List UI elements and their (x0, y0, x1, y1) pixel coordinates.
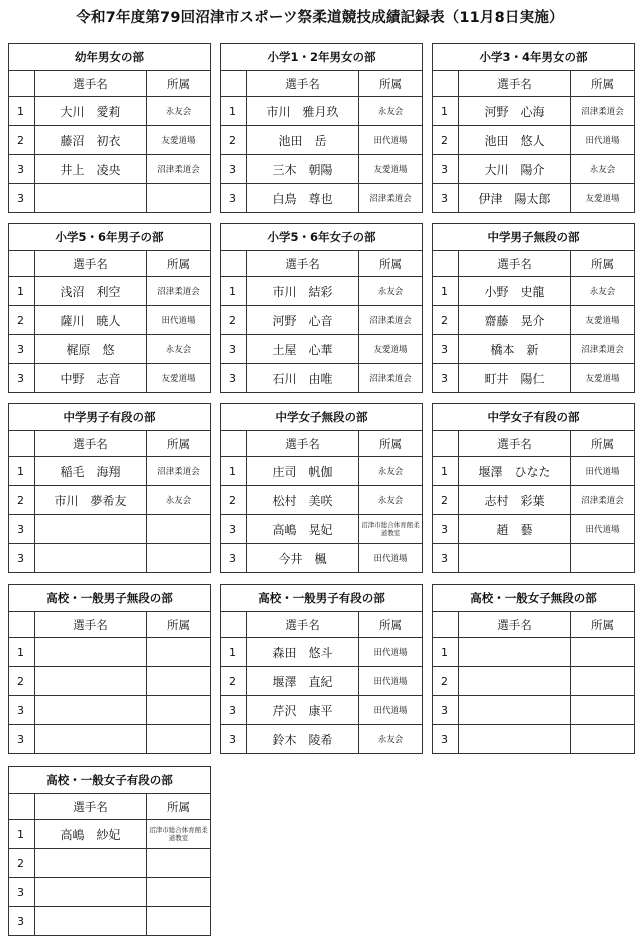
athlete-name: 趙 藝 (459, 515, 571, 544)
table-row (221, 638, 423, 667)
table-row (9, 335, 211, 364)
rank-cell: 2 (9, 126, 35, 155)
table-row (221, 184, 423, 213)
table-row (433, 306, 635, 335)
club-header: 所属 (359, 431, 423, 457)
athlete-name: 橋本 新 (459, 335, 571, 364)
club-header: 所属 (359, 612, 423, 638)
club-name: 沼津柔道会 (571, 486, 635, 515)
club-name: 友愛道場 (147, 126, 211, 155)
division-table (220, 43, 423, 213)
name-header: 選手名 (459, 431, 571, 457)
rank-cell: 3 (433, 725, 459, 754)
athlete-name: 森田 悠斗 (247, 638, 359, 667)
division-table (220, 584, 423, 754)
table-row (9, 849, 211, 878)
club-name: 沼津柔道会 (147, 155, 211, 184)
division-table (8, 584, 211, 754)
table-row (221, 486, 423, 515)
name-header: 選手名 (459, 612, 571, 638)
division-title: 中学男子無段の部 (433, 224, 635, 251)
club-header: 所属 (147, 431, 211, 457)
table-row (433, 515, 635, 544)
club-name: 永友会 (359, 725, 423, 754)
athlete-name (35, 667, 147, 696)
athlete-name: 石川 由唯 (247, 364, 359, 393)
athlete-name: 齋藤 晃介 (459, 306, 571, 335)
rank-cell: 2 (9, 667, 35, 696)
club-name: 友愛道場 (359, 335, 423, 364)
athlete-name: 今井 楓 (247, 544, 359, 573)
rank-cell: 2 (221, 486, 247, 515)
rank-cell: 1 (221, 638, 247, 667)
club-header: 所属 (147, 794, 211, 820)
club-name: 沼津柔道会 (359, 184, 423, 213)
athlete-name (459, 725, 571, 754)
club-name: 永友会 (359, 277, 423, 306)
athlete-name: 池田 悠人 (459, 126, 571, 155)
division-title: 中学男子有段の部 (9, 404, 211, 431)
table-row (221, 667, 423, 696)
athlete-name: 河野 心海 (459, 97, 571, 126)
table-row (221, 126, 423, 155)
club-name (571, 725, 635, 754)
table-row (9, 184, 211, 213)
table-row (221, 277, 423, 306)
club-name (147, 849, 211, 878)
club-name (147, 667, 211, 696)
athlete-name: 梶原 悠 (35, 335, 147, 364)
rank-cell: 3 (9, 515, 35, 544)
table-row (9, 277, 211, 306)
table-row (433, 638, 635, 667)
table-row (433, 486, 635, 515)
rank-cell: 1 (433, 457, 459, 486)
rank-cell: 2 (221, 126, 247, 155)
rank-header (221, 612, 247, 638)
table-row (433, 277, 635, 306)
name-header: 選手名 (35, 71, 147, 97)
club-name: 田代道場 (571, 515, 635, 544)
club-name: 沼津市総合体育館柔道教室 (147, 820, 211, 849)
table-row (9, 544, 211, 573)
athlete-name: 藤沼 初衣 (35, 126, 147, 155)
club-name (571, 544, 635, 573)
athlete-name: 堰澤 ひなた (459, 457, 571, 486)
table-row (433, 667, 635, 696)
rank-header (433, 251, 459, 277)
rank-cell: 3 (9, 364, 35, 393)
division-title: 小学5・6年女子の部 (221, 224, 423, 251)
club-header: 所属 (147, 612, 211, 638)
club-name: 永友会 (147, 486, 211, 515)
athlete-name (35, 544, 147, 573)
division-table (220, 403, 423, 573)
name-header: 選手名 (35, 431, 147, 457)
rank-cell: 3 (433, 515, 459, 544)
rank-header (433, 431, 459, 457)
rank-cell: 1 (433, 277, 459, 306)
table-row (9, 696, 211, 725)
club-name (571, 667, 635, 696)
rank-cell: 3 (433, 335, 459, 364)
club-header: 所属 (359, 71, 423, 97)
rank-cell: 3 (221, 725, 247, 754)
athlete-name (459, 638, 571, 667)
table-row (9, 907, 211, 936)
athlete-name: 高嶋 紗妃 (35, 820, 147, 849)
table-row (221, 335, 423, 364)
rank-cell: 2 (9, 306, 35, 335)
club-name: 沼津市総合体育館柔道教室 (359, 515, 423, 544)
rank-header (433, 71, 459, 97)
club-name: 田代道場 (571, 457, 635, 486)
rank-header (9, 794, 35, 820)
athlete-name: 庄司 帆伽 (247, 457, 359, 486)
athlete-name: 小野 史龍 (459, 277, 571, 306)
club-name (147, 907, 211, 936)
club-name: 沼津柔道会 (359, 364, 423, 393)
club-name: 友愛道場 (571, 184, 635, 213)
division-title: 高校・一般男子無段の部 (9, 585, 211, 612)
table-row (9, 155, 211, 184)
rank-cell: 3 (433, 696, 459, 725)
table-row (433, 126, 635, 155)
club-name (571, 696, 635, 725)
table-row (221, 306, 423, 335)
rank-cell: 3 (9, 907, 35, 936)
table-row (433, 184, 635, 213)
table-row (433, 155, 635, 184)
table-row (433, 364, 635, 393)
division-table (8, 766, 211, 936)
division-table (432, 403, 635, 573)
athlete-name (35, 907, 147, 936)
athlete-name: 芹沢 康平 (247, 696, 359, 725)
athlete-name (35, 515, 147, 544)
club-name: 永友会 (359, 457, 423, 486)
athlete-name (35, 878, 147, 907)
rank-cell: 2 (221, 306, 247, 335)
rank-header (221, 251, 247, 277)
rank-cell: 1 (221, 277, 247, 306)
division-title: 中学女子無段の部 (221, 404, 423, 431)
club-name (147, 544, 211, 573)
athlete-name: 町井 陽仁 (459, 364, 571, 393)
table-row (221, 364, 423, 393)
athlete-name: 池田 岳 (247, 126, 359, 155)
division-title: 小学1・2年男女の部 (221, 44, 423, 71)
athlete-name: 市川 雅月玖 (247, 97, 359, 126)
rank-cell: 3 (221, 544, 247, 573)
club-name: 田代道場 (147, 306, 211, 335)
athlete-name: 大川 愛莉 (35, 97, 147, 126)
rank-cell: 3 (9, 184, 35, 213)
club-name (147, 515, 211, 544)
rank-cell: 3 (433, 364, 459, 393)
table-row (9, 126, 211, 155)
table-row (221, 97, 423, 126)
club-name (571, 638, 635, 667)
division-title: 中学女子有段の部 (433, 404, 635, 431)
club-name (147, 878, 211, 907)
table-row (433, 544, 635, 573)
table-row (9, 486, 211, 515)
club-name: 友愛道場 (571, 364, 635, 393)
athlete-name (35, 184, 147, 213)
athlete-name: 井上 凌央 (35, 155, 147, 184)
club-name: 沼津柔道会 (571, 97, 635, 126)
name-header: 選手名 (35, 251, 147, 277)
club-header: 所属 (571, 71, 635, 97)
division-title: 高校・一般男子有段の部 (221, 585, 423, 612)
club-name: 永友会 (359, 97, 423, 126)
athlete-name: 市川 夢希友 (35, 486, 147, 515)
club-name (147, 725, 211, 754)
name-header: 選手名 (35, 794, 147, 820)
rank-header (9, 71, 35, 97)
table-row (221, 515, 423, 544)
table-row (9, 878, 211, 907)
rank-header (9, 431, 35, 457)
club-header: 所属 (571, 251, 635, 277)
club-header: 所属 (571, 612, 635, 638)
table-row (221, 457, 423, 486)
rank-cell: 2 (9, 486, 35, 515)
rank-cell: 3 (9, 878, 35, 907)
rank-cell: 3 (221, 335, 247, 364)
rank-cell: 2 (433, 486, 459, 515)
table-row (221, 725, 423, 754)
athlete-name: 河野 心音 (247, 306, 359, 335)
athlete-name: 三木 朝陽 (247, 155, 359, 184)
club-name: 永友会 (571, 277, 635, 306)
athlete-name: 土屋 心華 (247, 335, 359, 364)
rank-cell: 3 (221, 155, 247, 184)
table-row (9, 306, 211, 335)
table-row (9, 515, 211, 544)
division-table (432, 584, 635, 754)
division-title: 小学3・4年男女の部 (433, 44, 635, 71)
rank-cell: 1 (221, 457, 247, 486)
division-title: 幼年男女の部 (9, 44, 211, 71)
division-title: 小学5・6年男子の部 (9, 224, 211, 251)
table-row (221, 155, 423, 184)
rank-cell: 2 (221, 667, 247, 696)
rank-cell: 3 (9, 544, 35, 573)
division-table (432, 223, 635, 393)
club-name: 田代道場 (359, 638, 423, 667)
athlete-name (35, 725, 147, 754)
club-name: 沼津柔道会 (359, 306, 423, 335)
rank-cell: 2 (433, 126, 459, 155)
name-header: 選手名 (459, 71, 571, 97)
club-name: 沼津柔道会 (571, 335, 635, 364)
rank-cell: 3 (221, 515, 247, 544)
table-row (9, 820, 211, 849)
athlete-name: 堰澤 直紀 (247, 667, 359, 696)
athlete-name (459, 696, 571, 725)
club-name: 友愛道場 (359, 155, 423, 184)
athlete-name: 高嶋 晃妃 (247, 515, 359, 544)
club-name: 沼津柔道会 (147, 277, 211, 306)
rank-cell: 3 (9, 335, 35, 364)
club-name (147, 184, 211, 213)
table-row (221, 544, 423, 573)
name-header: 選手名 (247, 431, 359, 457)
table-row (433, 335, 635, 364)
rank-header (9, 251, 35, 277)
table-row (433, 725, 635, 754)
club-header: 所属 (359, 251, 423, 277)
division-table (8, 43, 211, 213)
table-row (9, 457, 211, 486)
rank-cell: 3 (221, 184, 247, 213)
club-header: 所属 (147, 71, 211, 97)
rank-cell: 1 (9, 97, 35, 126)
rank-cell: 2 (9, 849, 35, 878)
athlete-name: 白鳥 尊也 (247, 184, 359, 213)
athlete-name: 大川 陽介 (459, 155, 571, 184)
name-header: 選手名 (35, 612, 147, 638)
table-row (433, 696, 635, 725)
page-title: 令和7年度第79回沼津市スポーツ祭柔道競技成績記録表（11月8日実施） (76, 10, 564, 26)
rank-header (221, 431, 247, 457)
rank-cell: 3 (9, 725, 35, 754)
club-name (147, 638, 211, 667)
division-table (220, 223, 423, 393)
rank-cell: 3 (9, 696, 35, 725)
rank-cell: 3 (9, 155, 35, 184)
club-header: 所属 (147, 251, 211, 277)
division-title: 高校・一般女子有段の部 (9, 767, 211, 794)
name-header: 選手名 (247, 71, 359, 97)
athlete-name: 志村 彩葉 (459, 486, 571, 515)
table-row (221, 696, 423, 725)
club-name (147, 696, 211, 725)
club-name: 永友会 (147, 97, 211, 126)
rank-cell: 3 (433, 184, 459, 213)
rank-header (221, 71, 247, 97)
athlete-name (35, 696, 147, 725)
club-name: 友愛道場 (147, 364, 211, 393)
rank-cell: 1 (9, 277, 35, 306)
rank-cell: 3 (433, 155, 459, 184)
rank-cell: 2 (433, 667, 459, 696)
club-name: 永友会 (147, 335, 211, 364)
rank-cell: 1 (9, 820, 35, 849)
club-name: 田代道場 (359, 696, 423, 725)
table-row (433, 97, 635, 126)
division-table (8, 223, 211, 393)
club-name: 沼津柔道会 (147, 457, 211, 486)
rank-cell: 1 (9, 638, 35, 667)
table-row (9, 667, 211, 696)
rank-cell: 3 (221, 696, 247, 725)
athlete-name (35, 638, 147, 667)
division-table (432, 43, 635, 213)
athlete-name: 松村 美咲 (247, 486, 359, 515)
club-name: 田代道場 (571, 126, 635, 155)
athlete-name: 市川 結彩 (247, 277, 359, 306)
name-header: 選手名 (247, 251, 359, 277)
athlete-name: 稲毛 海翔 (35, 457, 147, 486)
athlete-name (459, 667, 571, 696)
name-header: 選手名 (459, 251, 571, 277)
athlete-name: 伊津 陽太郎 (459, 184, 571, 213)
rank-cell: 2 (433, 306, 459, 335)
division-title: 高校・一般女子無段の部 (433, 585, 635, 612)
athlete-name (35, 849, 147, 878)
club-name: 田代道場 (359, 667, 423, 696)
rank-cell: 1 (433, 638, 459, 667)
club-name: 田代道場 (359, 544, 423, 573)
table-row (9, 638, 211, 667)
rank-cell: 3 (221, 364, 247, 393)
athlete-name: 鈴木 陵希 (247, 725, 359, 754)
club-header: 所属 (571, 431, 635, 457)
table-row (433, 457, 635, 486)
rank-cell: 1 (221, 97, 247, 126)
athlete-name: 中野 志音 (35, 364, 147, 393)
club-name: 田代道場 (359, 126, 423, 155)
table-row (9, 364, 211, 393)
table-row (9, 97, 211, 126)
division-table (8, 403, 211, 573)
athlete-name: 浅沼 利空 (35, 277, 147, 306)
table-row (9, 725, 211, 754)
rank-cell: 3 (433, 544, 459, 573)
name-header: 選手名 (247, 612, 359, 638)
club-name: 永友会 (359, 486, 423, 515)
rank-header (433, 612, 459, 638)
rank-header (9, 612, 35, 638)
athlete-name: 薩川 暁人 (35, 306, 147, 335)
rank-cell: 1 (9, 457, 35, 486)
rank-cell: 1 (433, 97, 459, 126)
athlete-name (459, 544, 571, 573)
club-name: 永友会 (571, 155, 635, 184)
club-name: 友愛道場 (571, 306, 635, 335)
